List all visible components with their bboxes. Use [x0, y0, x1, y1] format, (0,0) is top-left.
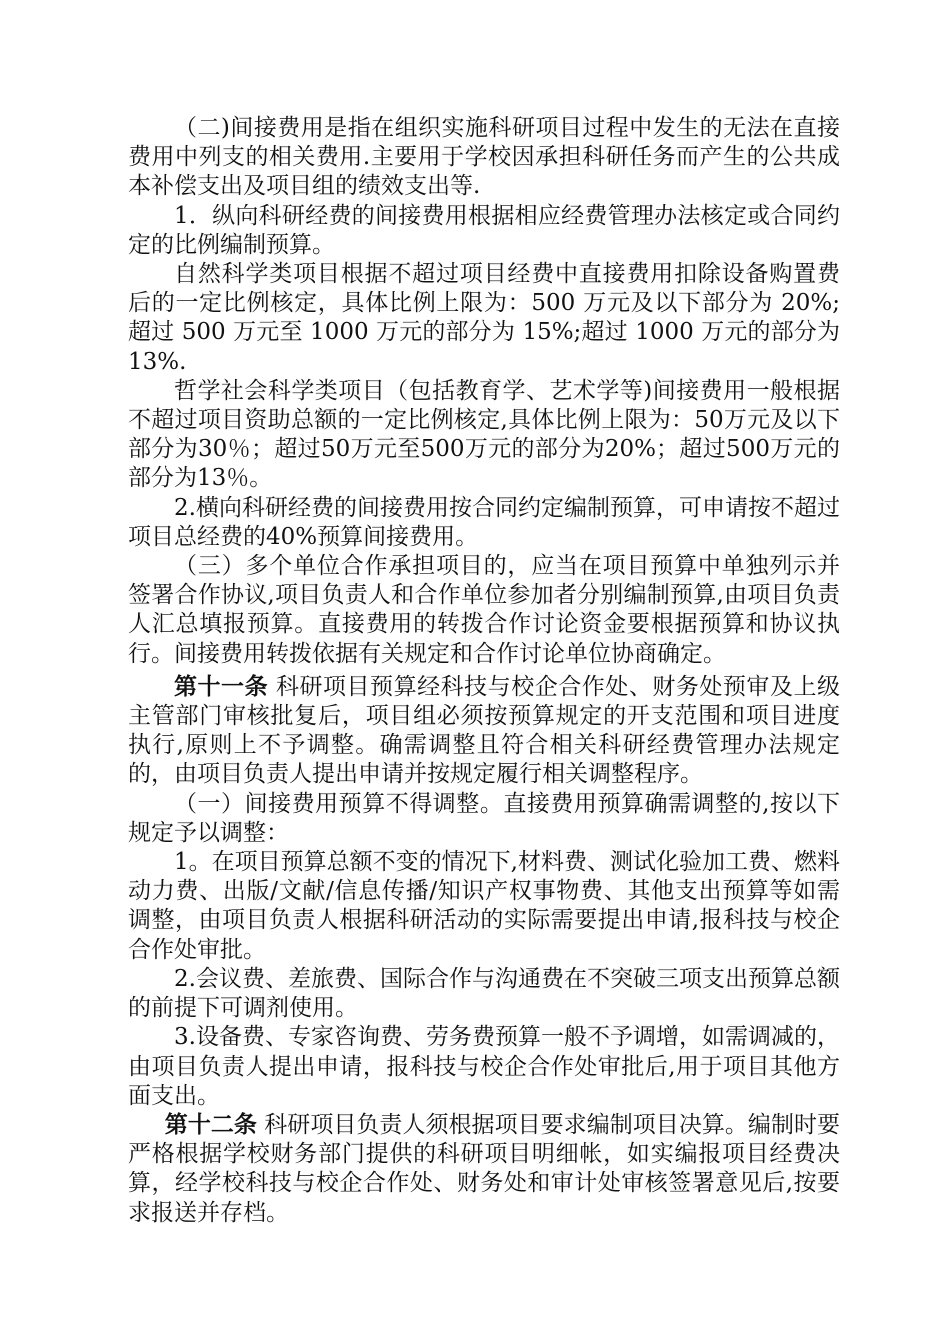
document-page: [128, 114, 840, 1228]
paragraph-text: 1。在项目预算总额不变的情况下,材料费、测试化验加工费、燃料动力费、出版/文献/信息传播/知识产权事物费、其他支出预算等如需调整，由项目负责人根据科研活动的实际需要提出申请,报科技与校企合作处审批。: [128, 849, 840, 963]
paragraph-adjustment-item-1: [128, 848, 840, 965]
paragraph-text: 2.会议费、差旅费、国际合作与沟通费在不突破三项支出预算总额的前提下可调剂使用。: [128, 965, 840, 1022]
paragraph-text: 1．纵向科研经费的间接费用根据相应经费管理办法核定或合同约定的比例编制预算。: [128, 202, 840, 258]
paragraph-text: 2.横向科研经费的间接费用按合同约定编制预算，可申请按不超过项目总经费的40%预算间接费用。: [128, 494, 840, 550]
paragraph-multi-unit-cooperation: [128, 552, 840, 669]
paragraph-social-science-ratio: [128, 377, 840, 494]
paragraph-natural-science-ratio: [128, 260, 840, 377]
paragraph-text: （一）间接费用预算不得调整。直接费用预算确需调整的,按以下规定予以调整：: [128, 790, 840, 846]
paragraph-vertical-research-budget: [128, 202, 840, 260]
paragraph-text: （二)间接费用是指在组织实施科研项目过程中发生的无法在直接费用中列支的相关费用.主要用于学校因承担科研任务而产生的公共成本补偿支出及项目组的绩效支出等.: [128, 115, 840, 200]
paragraph-adjustment-item-2: [128, 965, 840, 1023]
paragraph-adjustment-item-3: [128, 1023, 840, 1111]
paragraph-text: 哲学社会科学类项目（包括教育学、艺术学等)间接费用一般根据不超过项目资助总额的一定比例核定,具体比例上限为：50万元及以下部分为30％；超过50万元至500万元的部分为20%；超过500万元的部分为13％。: [128, 377, 840, 492]
article-heading: 第十二条: [164, 1111, 257, 1138]
paragraph-horizontal-research-budget: [128, 494, 840, 552]
paragraph-text: 3.设备费、专家咨询费、劳务费预算一般不予调增，如需调减的，由项目负责人提出申请，报科技与校企合作处审批后,用于项目其他方面支出。: [128, 1024, 840, 1109]
article-twelve: [128, 1111, 840, 1228]
article-eleven: [128, 673, 840, 790]
paragraph-indirect-cost-definition: [128, 114, 840, 202]
article-heading: 第十一条: [174, 673, 269, 700]
paragraph-text: 自然科学类项目根据不超过项目经费中直接费用扣除设备购置费后的一定比例核定，具体比例上限为：500 万元及以下部分为 20%;超过 500 万元至 1000 万元的部分为 15%;超过 1000 万元的部分为 13%.: [128, 261, 840, 375]
paragraph-text: 科研项目负责人须根据项目要求编制项目决算。编制时要严格根据学校财务部门提供的科研项目明细帐，如实编报项目经费决算，经学校科技与校企合作处、财务处和审计处审核签署意见后,按要求报送并存档。: [128, 1111, 841, 1226]
paragraph-text: 科研项目预算经科技与校企合作处、财务处预审及上级主管部门审核批复后，项目组必须按预算规定的开支范围和项目进度执行,原则上不予调整。确需调整且符合相关科研经费管理办法规定的，由项目负责人提出申请并按规定履行相关调整程序。: [128, 673, 841, 788]
paragraph-text: （三）多个单位合作承担项目的，应当在项目预算中单独列示并签署合作协议,项目负责人和合作单位参加者分别编制预算,由项目负责人汇总填报预算。直接费用的转拨合作讨论资金要根据预算和协议执行。间接费用转拨依据有关规定和合作讨论单位协商确定。: [128, 553, 840, 667]
paragraph-budget-adjustment-rules: [128, 790, 840, 848]
